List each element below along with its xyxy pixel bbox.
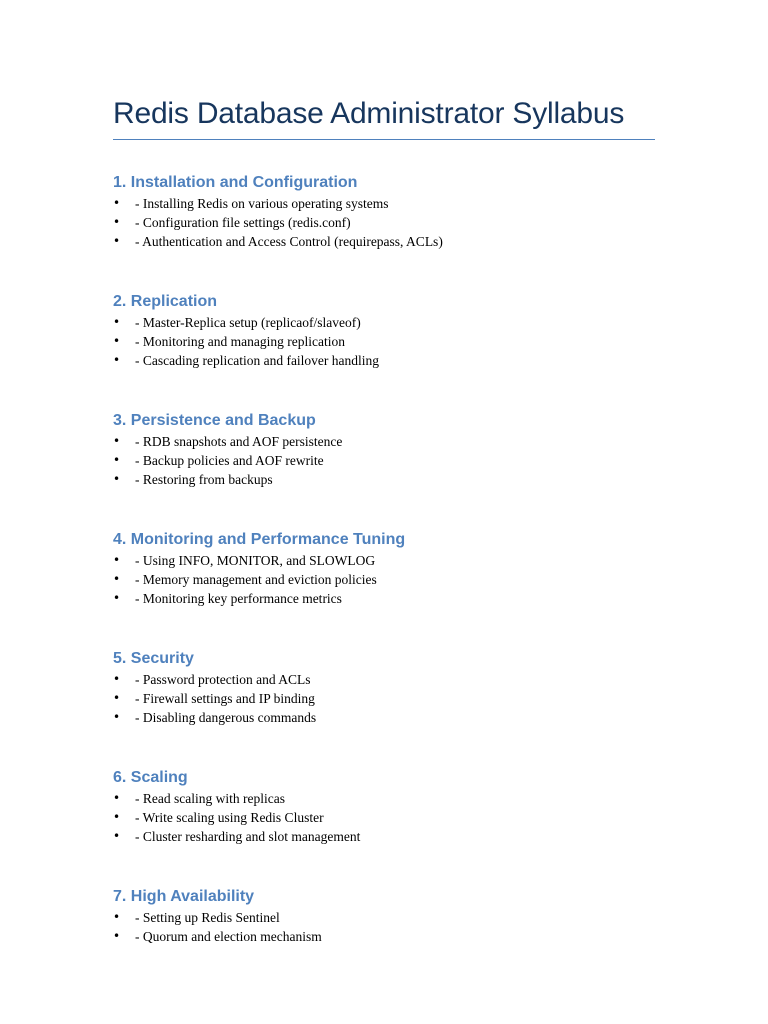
bullet-item [113, 232, 655, 251]
bullet-list [113, 908, 655, 946]
section-heading: 5. Security [113, 650, 194, 667]
bullet-item [113, 927, 655, 946]
bullet-item [113, 351, 655, 370]
bullet-list [113, 194, 655, 251]
bullet-icon: • [113, 234, 121, 248]
syllabus-section [113, 291, 655, 370]
bullet-icon: • [113, 434, 121, 448]
bullet-item [113, 689, 655, 708]
bullet-text: - Installing Redis on various operating systems [135, 196, 389, 211]
section-heading: 3. Persistence and Backup [113, 412, 316, 429]
syllabus-section [113, 172, 655, 251]
bullet-text: - Monitoring key performance metrics [135, 591, 342, 606]
section-heading: 4. Monitoring and Performance Tuning [113, 531, 406, 548]
bullet-icon: • [113, 910, 121, 924]
bullet-list [113, 551, 655, 608]
bullet-text: - Monitoring and managing replication [135, 334, 345, 349]
bullet-text: - Memory management and eviction policies [135, 572, 377, 587]
bullet-item [113, 570, 655, 589]
bullet-text: - Password protection and ACLs [135, 672, 311, 687]
bullet-text: - Read scaling with replicas [135, 791, 285, 806]
sections-container [113, 172, 655, 946]
section-heading: 6. Scaling [113, 769, 188, 786]
section-heading: 2. Replication [113, 293, 218, 310]
section-heading: 7. High Availability [113, 888, 255, 905]
syllabus-section [113, 767, 655, 846]
bullet-icon: • [113, 215, 121, 229]
bullet-item [113, 194, 655, 213]
bullet-text: - Firewall settings and IP binding [135, 691, 315, 706]
bullet-item [113, 432, 655, 451]
bullet-text: - Disabling dangerous commands [135, 710, 317, 725]
bullet-item [113, 589, 655, 608]
bullet-text: - Using INFO, MONITOR, and SLOWLOG [135, 553, 376, 568]
bullet-item [113, 908, 655, 927]
bullet-item [113, 313, 655, 332]
bullet-text: - Cascading replication and failover handling [135, 353, 380, 368]
bullet-icon: • [113, 353, 121, 367]
bullet-icon: • [113, 453, 121, 467]
section-heading: 1. Installation and Configuration [113, 174, 358, 191]
bullet-list [113, 313, 655, 370]
bullet-item [113, 551, 655, 570]
bullet-text: - Quorum and election mechanism [135, 929, 322, 944]
bullet-icon: • [113, 196, 121, 210]
bullet-icon: • [113, 691, 121, 705]
bullet-item [113, 808, 655, 827]
bullet-text: - Setting up Redis Sentinel [135, 910, 280, 925]
bullet-text: - Restoring from backups [135, 472, 273, 487]
bullet-icon: • [113, 710, 121, 724]
bullet-list [113, 670, 655, 727]
syllabus-section [113, 410, 655, 489]
bullet-icon: • [113, 810, 121, 824]
bullet-icon: • [113, 553, 121, 567]
document-title: Redis Database Administrator Syllabus [113, 97, 625, 130]
bullet-icon: • [113, 929, 121, 943]
bullet-text: - Authentication and Access Control (requirepass, ACLs) [135, 234, 443, 249]
bullet-item [113, 789, 655, 808]
title-underline [113, 139, 655, 140]
bullet-icon: • [113, 791, 121, 805]
bullet-text: - Cluster resharding and slot management [135, 829, 361, 844]
bullet-icon: • [113, 829, 121, 843]
bullet-item [113, 708, 655, 727]
document-page [113, 93, 655, 946]
bullet-item [113, 470, 655, 489]
bullet-text: - Configuration file settings (redis.conf) [135, 215, 351, 230]
bullet-text: - Write scaling using Redis Cluster [135, 810, 324, 825]
syllabus-section [113, 529, 655, 608]
bullet-item [113, 213, 655, 232]
bullet-icon: • [113, 334, 121, 348]
bullet-item [113, 332, 655, 351]
bullet-text: - Backup policies and AOF rewrite [135, 453, 324, 468]
bullet-icon: • [113, 572, 121, 586]
bullet-list [113, 789, 655, 846]
syllabus-section [113, 648, 655, 727]
bullet-item [113, 827, 655, 846]
bullet-text: - Master-Replica setup (replicaof/slaveof) [135, 315, 361, 330]
bullet-icon: • [113, 315, 121, 329]
bullet-list [113, 432, 655, 489]
bullet-text: - RDB snapshots and AOF persistence [135, 434, 343, 449]
syllabus-section [113, 886, 655, 946]
bullet-icon: • [113, 472, 121, 486]
bullet-icon: • [113, 591, 121, 605]
bullet-item [113, 670, 655, 689]
bullet-item [113, 451, 655, 470]
bullet-icon: • [113, 672, 121, 686]
